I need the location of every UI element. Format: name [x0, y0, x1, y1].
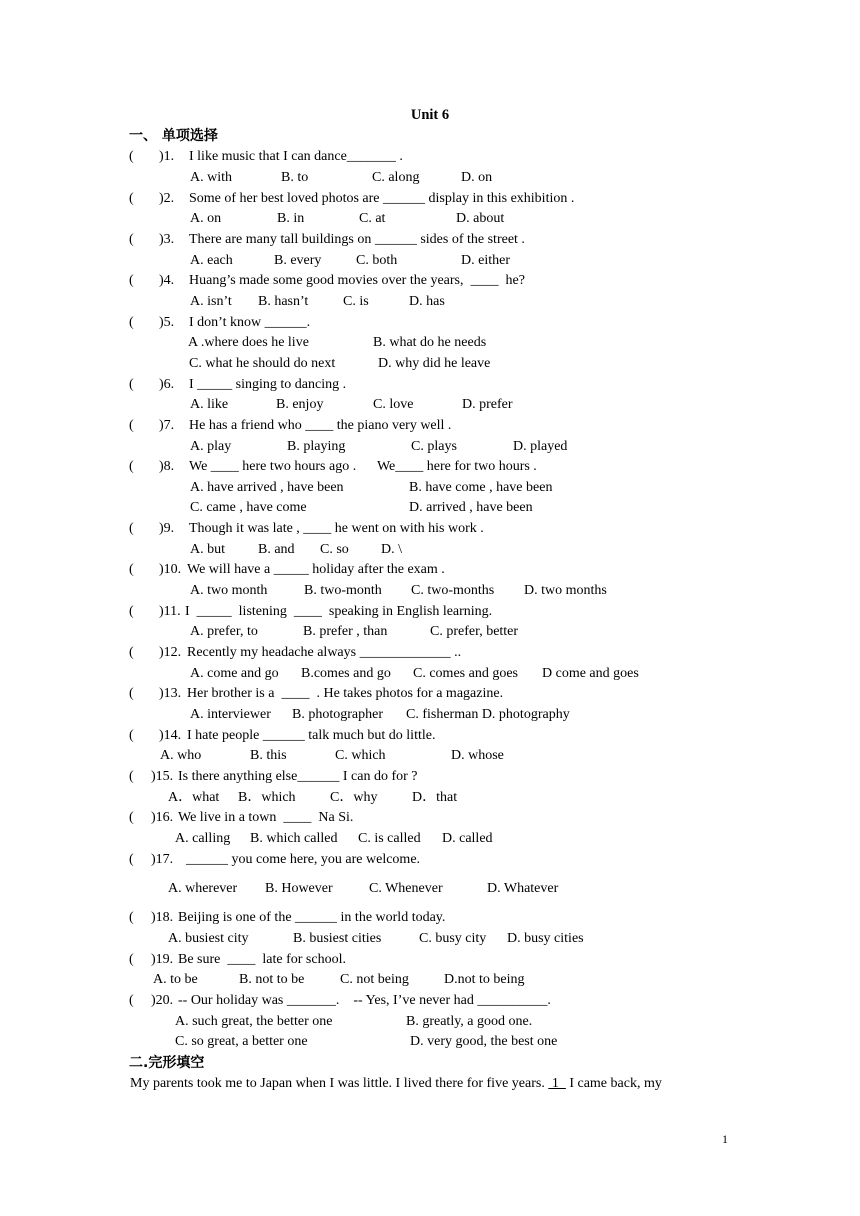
option-d: D. played	[513, 439, 568, 454]
answer-paren[interactable]: (	[129, 852, 134, 867]
option-a: A .where does he live	[188, 335, 309, 350]
option-d: D. two months	[524, 583, 607, 598]
option-b: B. to	[281, 170, 309, 185]
option-c: C. both	[356, 253, 398, 268]
question-text: Be sure ____ late for school.	[178, 952, 346, 967]
option-d: D. either	[461, 253, 510, 268]
question-text: We will have a _____ holiday after the exam .	[187, 562, 445, 577]
cloze-blank-1[interactable]: 1	[548, 1076, 566, 1091]
document-title: Unit 6	[410, 107, 450, 123]
option-b: B. However	[265, 881, 333, 896]
question-text: We ____ here two hours ago . We____ here for two hours .	[189, 459, 537, 474]
answer-paren[interactable]: (	[129, 769, 134, 784]
answer-paren[interactable]: (	[129, 521, 134, 536]
option-b: B. two-month	[304, 583, 382, 598]
question-number: )10.	[159, 562, 182, 577]
option-b: B. and	[258, 542, 295, 557]
option-c: C. Whenever	[369, 881, 443, 896]
answer-paren[interactable]: (	[129, 315, 134, 330]
question-number: )2.	[159, 191, 175, 206]
option-a: A. busiest city	[168, 931, 249, 946]
option-b: B. not to be	[239, 972, 305, 987]
option-b: B. busiest cities	[293, 931, 382, 946]
page-number: 1	[722, 1132, 728, 1146]
option-d: D. about	[456, 211, 505, 226]
question-number: )1.	[159, 149, 175, 164]
option-a: A. with	[190, 170, 232, 185]
option-c: C. so	[320, 542, 349, 557]
question-text: He has a friend who ____ the piano very well .	[189, 418, 452, 433]
option-b: B. prefer , than	[303, 624, 388, 639]
option-d: D come and goes	[542, 666, 639, 681]
question-text: ______ you come here, you are welcome.	[186, 852, 421, 867]
answer-paren[interactable]: (	[129, 952, 134, 967]
option-b: B. which called	[250, 831, 338, 846]
option-b: B. photographer	[292, 707, 383, 722]
option-c: C. is called	[358, 831, 421, 846]
option-c: C. came , have come	[190, 500, 307, 515]
option-c: C. so great, a better one	[175, 1034, 308, 1049]
answer-paren[interactable]: (	[129, 273, 134, 288]
question-text: Though it was late , ____ he went on with his work .	[189, 521, 484, 536]
option-b: B. playing	[287, 439, 346, 454]
section-heading-choice: 一、 单项选择	[129, 128, 218, 144]
option-c: C. not being	[340, 972, 409, 987]
option-d: D. very good, the best one	[410, 1034, 558, 1049]
option-d: D. whose	[451, 748, 504, 763]
option-a: A. to be	[153, 972, 198, 987]
question-number: )9.	[159, 521, 175, 536]
option-b: B．which	[238, 790, 296, 805]
option-d: D. arrived , have been	[409, 500, 533, 515]
option-a: A. prefer, to	[190, 624, 258, 639]
option-d: D. has	[409, 294, 445, 309]
option-b: B. enjoy	[276, 397, 324, 412]
question-text: There are many tall buildings on ______ sides of the street .	[189, 232, 525, 247]
answer-paren[interactable]: (	[129, 149, 134, 164]
question-text: We live in a town ____ Na Si.	[178, 810, 354, 825]
option-a: A. on	[190, 211, 222, 226]
question-text: I like music that I can dance_______ .	[189, 149, 403, 164]
question-number: )16.	[151, 810, 174, 825]
question-text: Her brother is a ____ . He takes photos for a magazine.	[187, 686, 504, 701]
question-number: )20.	[151, 993, 174, 1008]
option-c: C. plays	[411, 439, 457, 454]
option-a: A. come and go	[190, 666, 279, 681]
question-text: I _____ singing to dancing .	[189, 377, 347, 392]
question-number: )19.	[151, 952, 174, 967]
option-c: C. at	[359, 211, 386, 226]
answer-paren[interactable]: (	[129, 910, 134, 925]
option-c: C. is	[343, 294, 369, 309]
option-a: A. like	[190, 397, 229, 412]
option-a: A．what	[168, 790, 220, 805]
option-c: C. busy city	[419, 931, 487, 946]
question-text: Some of her best loved photos are ______ display in this exhibition .	[189, 191, 575, 206]
option-c: C. what he should do next	[189, 356, 336, 371]
option-d: D. \	[381, 542, 402, 557]
question-number: )6.	[159, 377, 175, 392]
option-c: C. prefer, better	[430, 624, 519, 639]
option-a: A. calling	[175, 831, 231, 846]
option-d: D．that	[412, 790, 458, 805]
question-number: )4.	[159, 273, 175, 288]
option-c: C. comes and goes	[413, 666, 518, 681]
passage-text: My parents took me to Japan when I was little. I lived there for five years.	[130, 1076, 549, 1091]
option-b: B. this	[250, 748, 287, 763]
question-number: )11.	[159, 604, 181, 619]
option-d: D. busy cities	[507, 931, 584, 946]
answer-paren[interactable]: (	[129, 686, 134, 701]
option-b: B.comes and go	[301, 666, 391, 681]
option-d: D. Whatever	[487, 881, 559, 896]
option-a: A. have arrived , have been	[190, 480, 344, 495]
option-a: A. wherever	[168, 881, 238, 896]
option-a: A. such great, the better one	[175, 1014, 333, 1029]
option-a: A. two month	[190, 583, 268, 598]
option-a: A. isn’t	[190, 294, 232, 309]
answer-paren[interactable]: (	[129, 993, 134, 1008]
option-a: A. who	[160, 748, 202, 763]
question-text: -- Our holiday was _______. -- Yes, I’ve never had __________.	[178, 993, 551, 1008]
option-d: D. why did he leave	[378, 356, 491, 371]
question-number: )5.	[159, 315, 175, 330]
option-d: D. called	[442, 831, 493, 846]
question-text: I _____ listening ____ speaking in English learning.	[185, 604, 493, 619]
question-number: )3.	[159, 232, 175, 247]
question-number: )13.	[159, 686, 182, 701]
question-number: )17.	[151, 852, 174, 867]
option-c: C. two-months	[411, 583, 495, 598]
cloze-passage-line	[130, 1075, 662, 1093]
option-b: B. in	[277, 211, 305, 226]
option-a: A. interviewer	[190, 707, 271, 722]
option-b: B. every	[274, 253, 322, 268]
option-d: D. on	[461, 170, 493, 185]
answer-paren[interactable]: (	[129, 191, 134, 206]
answer-paren[interactable]: (	[129, 459, 134, 474]
answer-paren[interactable]: (	[129, 232, 134, 247]
option-c: C. love	[373, 397, 414, 412]
option-d: D. prefer	[462, 397, 513, 412]
option-a: A. but	[190, 542, 225, 557]
question-text: Huang’s made some good movies over the years, ____ he?	[189, 273, 525, 288]
question-text: I hate people ______ talk much but do little.	[187, 728, 436, 743]
option-b: B. have come , have been	[409, 480, 553, 495]
question-text: Recently my headache always _____________ ..	[187, 645, 462, 660]
question-number: )7.	[159, 418, 175, 433]
question-number: )14.	[159, 728, 182, 743]
option-c: C. which	[335, 748, 386, 763]
question-text: I don’t know ______.	[189, 315, 311, 330]
option-c: C. fisherman D. photography	[406, 707, 570, 722]
question-number: )12.	[159, 645, 182, 660]
answer-paren[interactable]: (	[129, 562, 134, 577]
section-heading-cloze: 二.完形填空	[129, 1055, 205, 1071]
question-number: )18.	[151, 910, 174, 925]
question-number: )8.	[159, 459, 175, 474]
passage-text: I came back, my	[565, 1076, 662, 1091]
answer-paren[interactable]: (	[129, 377, 134, 392]
answer-paren[interactable]: (	[129, 418, 134, 433]
answer-paren[interactable]: (	[129, 604, 134, 619]
option-b: B. what do he needs	[373, 335, 487, 350]
option-a: A. play	[190, 439, 232, 454]
option-b: B. hasn’t	[258, 294, 309, 309]
answer-paren[interactable]: (	[129, 728, 134, 743]
answer-paren[interactable]: (	[129, 810, 134, 825]
answer-paren[interactable]: (	[129, 645, 134, 660]
option-c: C. along	[372, 170, 420, 185]
question-text: Is there anything else______ I can do for ?	[178, 769, 418, 784]
question-number: )15.	[151, 769, 174, 784]
option-b: B. greatly, a good one.	[406, 1014, 533, 1029]
option-a: A. each	[190, 253, 233, 268]
option-d: D.not to being	[444, 972, 525, 987]
question-text: Beijing is one of the ______ in the world today.	[178, 910, 446, 925]
option-c: C．why	[330, 790, 378, 805]
